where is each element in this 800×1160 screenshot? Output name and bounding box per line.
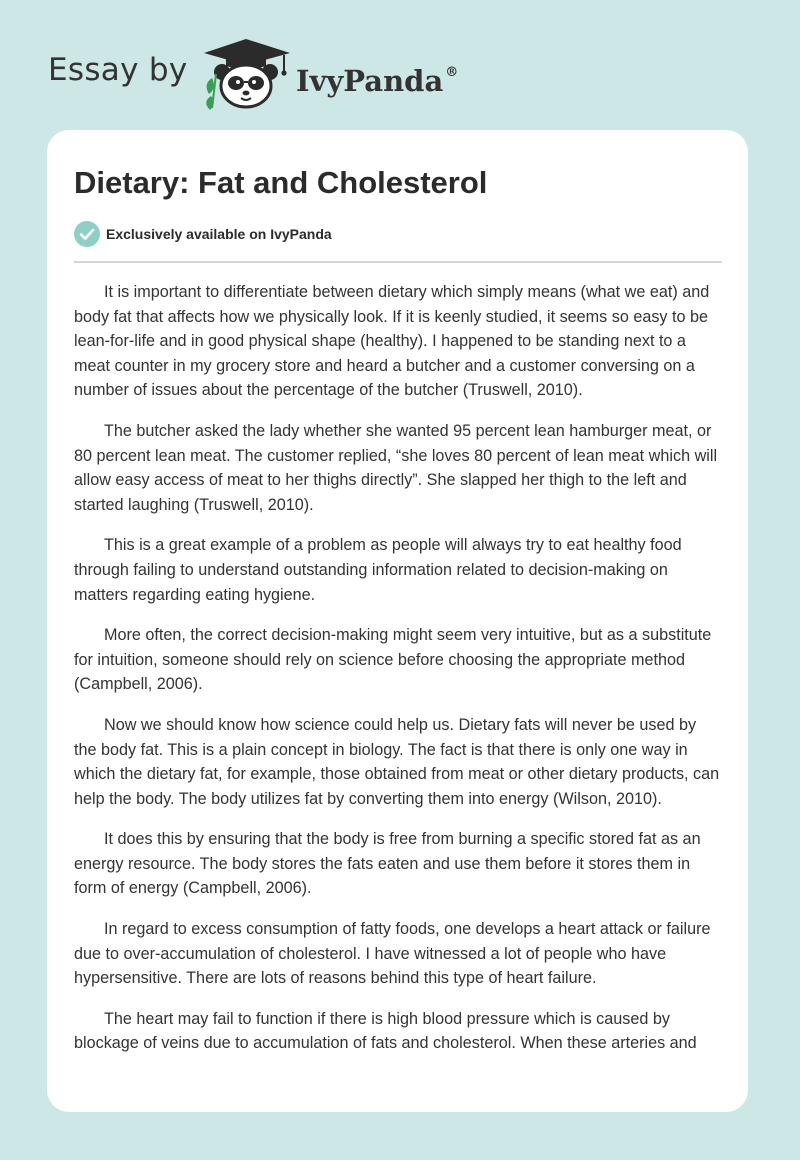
paragraph: Now we should know how science could help us. Dietary fats will never be used by the body fat. This is a plain concept in biology. The fact is that there is only one way in which the dietary fat, for example, those obtained from meat or other dietary products, can help the body. The body utilizes fat by converting them into energy (Wilson, 2010). (74, 715, 720, 808)
title-divider (74, 261, 722, 263)
paragraph: It does this by ensuring that the body is free from burning a specific stored fat as an energy resource. The body stores the fats eaten and use them before it stores them in form of energy (Campbell, 2006). (74, 830, 701, 898)
exclusive-badge-text: Exclusively available on IvyPanda (106, 226, 332, 242)
paragraph: This is a great example of a problem as people will always try to eat healthy food through failing to understand outstanding information related to decision-making on matters regarding eating hygiene. (74, 536, 682, 604)
paragraph: In regard to excess consumption of fatty foods, one develops a heart attack or failure due to over-accumulation of cholesterol. I have witnessed a lot of people who have hypersensitive. There are lots of reasons behind this type of heart failure. (74, 920, 711, 988)
essay-card (47, 130, 748, 1112)
essay-by-label: Essay by (48, 52, 188, 88)
site-header (0, 0, 800, 130)
check-badge-icon (74, 221, 100, 247)
paragraph: The heart may fail to function if there is high blood pressure which is caused by blockage of veins due to accumulation of fats and cholesterol. When these arteries and (74, 1009, 697, 1053)
essay-body (74, 280, 723, 1072)
paragraph: More often, the correct decision-making might seem very intuitive, but as a substitute for intuition, someone should rely on science before choosing the appropriate method (Campbell, 2006). (74, 626, 712, 694)
panda-graduate-icon[interactable] (200, 36, 296, 110)
registered-mark: ® (445, 65, 459, 80)
paragraph: The butcher asked the lady whether she wanted 95 percent lean hamburger meat, or 80 percent lean meat. The customer replied, “she loves 80 percent of lean meat which will allow easy access of meat to her thighs directly”. She slapped her thigh to the left and started laughing (Truswell, 2010). (74, 421, 718, 514)
exclusive-badge (74, 221, 332, 247)
brand-name[interactable]: IvyPanda ® (296, 64, 459, 98)
paragraph: It is important to differentiate between dietary which simply means (what we eat) and body fat that affects how we physically look. If it is keenly studied, it seems so easy to be lean-for-life and in good physical shape (healthy). I happened to be standing next to a meat counter in my grocery store and heard a butcher and a customer conversing on a number of issues about the percentage of the butcher (Truswell, 2010). (74, 283, 710, 400)
page-title: Dietary: Fat and Cholesterol (74, 165, 488, 200)
